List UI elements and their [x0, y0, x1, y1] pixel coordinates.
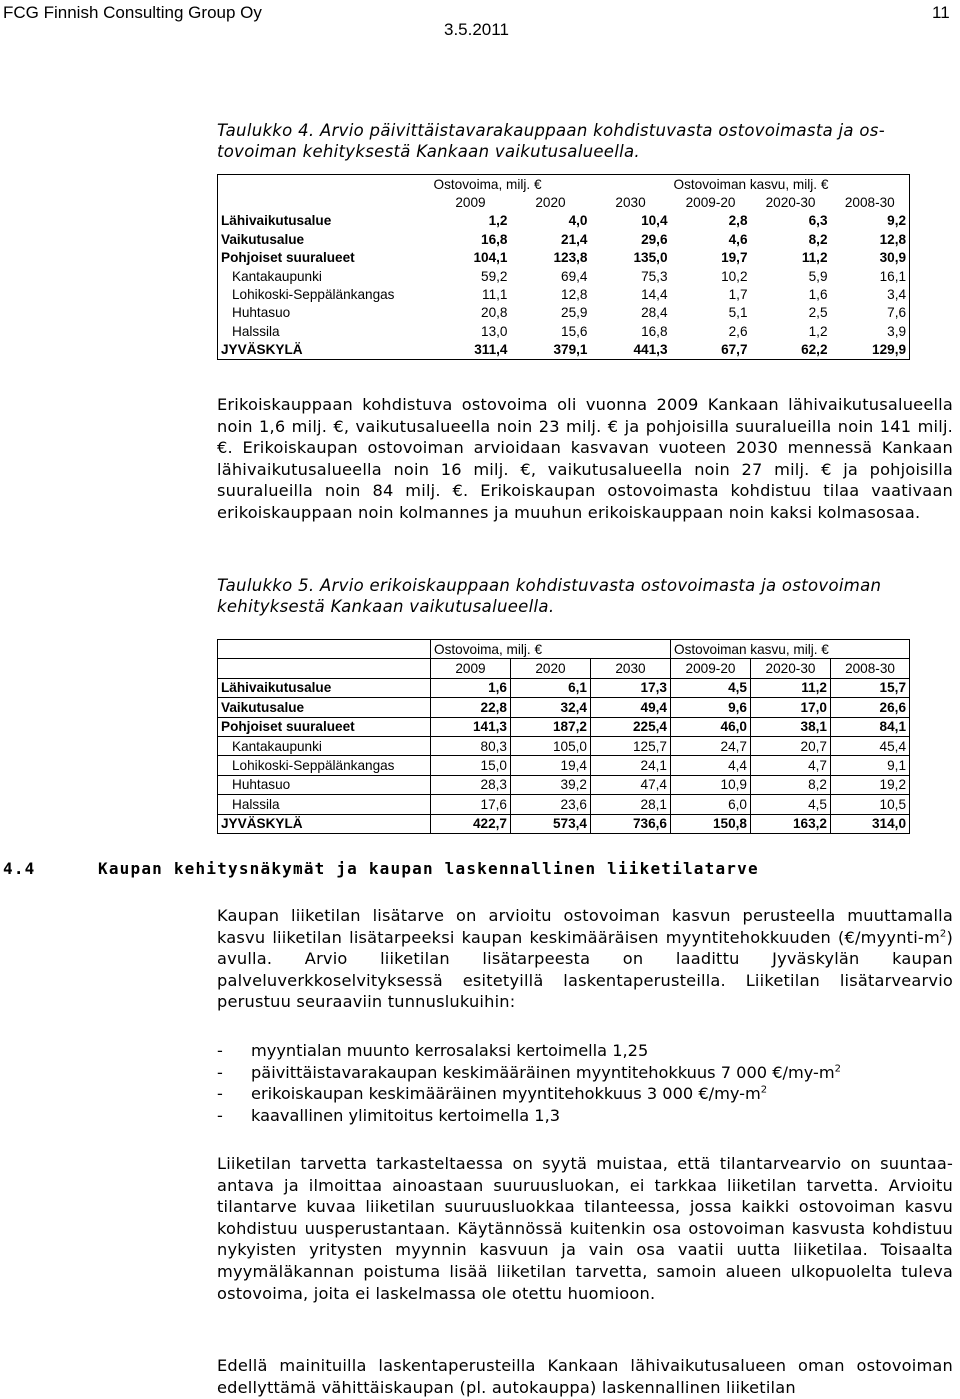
table4-col-header: 2009-20 [685, 195, 736, 211]
table-cell: 69,4 [561, 268, 588, 284]
table4-group2-label: Ostovoiman kasvu, milj. € [671, 175, 910, 194]
table-cell: 441,3 [591, 341, 671, 360]
table-cell: 7,6 [831, 304, 910, 322]
page-number: 11 [932, 3, 950, 22]
row-label: Lohikoski-Seppälänkangas [218, 285, 431, 303]
table-cell: 129,9 [831, 341, 910, 360]
bullet-dash: - [217, 1041, 223, 1060]
table-cell: 75,3 [641, 268, 668, 284]
table-cell: 9,2 [831, 212, 910, 230]
table-row [218, 736, 910, 755]
paragraph-laskentaperusteet: Edellä mainituilla laskentaperusteilla Kankaan lähivaikutusalueen oman ostovoiman edellyttämä vähittäiskaupan (pl. autokauppa) laskennallinen liiketilan [217, 1356, 953, 1397]
table-cell: 10,2 [721, 268, 748, 284]
table-cell: 105,0 [511, 736, 591, 755]
table-cell: 3,4 [831, 285, 910, 303]
table4-col-header: 2008-30 [831, 193, 910, 211]
table-cell: 17,3 [591, 678, 671, 697]
table5-col-header: 2020-30 [751, 659, 831, 678]
table-cell: 314,0 [831, 814, 910, 833]
table-cell: 47,4 [591, 775, 671, 794]
table-cell: 16,1 [831, 267, 910, 285]
row-label: Kantakaupunki [218, 736, 431, 755]
table-cell: 14,4 [641, 287, 668, 303]
row-label: Halssila [218, 322, 431, 340]
table-cell: 141,3 [431, 717, 511, 736]
table-cell: 15,6 [561, 323, 588, 339]
table-row [218, 341, 910, 360]
table-row [218, 212, 910, 230]
table4-caption: Taulukko 4. Arvio päivittäistavarakauppaan kohdistuvasta ostovoimasta ja ostovoiman kehityksestä Kankaan vaikutusalueella. [217, 121, 885, 161]
table-cell: 13,0 [481, 323, 508, 339]
bullet-dash: - [217, 1084, 223, 1104]
row-label: Lähivaikutusalue [218, 212, 431, 230]
table4-col-header: 2009 [455, 195, 486, 211]
table-cell: 1,7 [728, 287, 748, 303]
section-number: 4.4 [3, 859, 36, 878]
table-row [218, 267, 910, 285]
table-cell: 67,7 [671, 341, 751, 360]
table-cell: 11,2 [801, 250, 828, 266]
table5 [217, 639, 910, 834]
table-cell: 16,8 [641, 323, 668, 339]
table-cell: 49,4 [591, 698, 671, 717]
table-cell: 20,7 [751, 736, 831, 755]
table-cell: 1,6 [808, 287, 828, 303]
table4 [217, 174, 910, 360]
table-cell: 24,1 [591, 756, 671, 775]
table-cell: 5,9 [808, 268, 828, 284]
table-cell: 4,7 [751, 756, 831, 775]
table-cell: 17,6 [431, 795, 511, 814]
table4-group1-label: Ostovoima, milj. € [431, 175, 671, 194]
table4-group-header-row [218, 175, 910, 194]
row-label: Halssila [218, 795, 431, 814]
table-cell: 46,0 [671, 717, 751, 736]
table-cell: 12,8 [831, 230, 910, 248]
table-row [218, 775, 910, 794]
list-item-text: kaavallinen ylimitoitus kertoimella 1,3 [251, 1105, 561, 1125]
table-cell: 2,5 [808, 305, 828, 321]
table-cell: 11,2 [751, 678, 831, 697]
table5-group-header-row [218, 640, 910, 659]
table-cell: 19,2 [831, 775, 910, 794]
paragraph2-part1: Kaupan liiketilan lisätarve on arvioitu ostovoiman kasvun perusteella muuttamalla kasvu liiketilan lisätarpeeksi kaupan keskimääräisen myyntitehokkuuden (€/myynti-m [217, 906, 953, 947]
table4-col-header: 2020-30 [765, 195, 816, 211]
table-cell: 6,1 [511, 678, 591, 697]
table4-col-header: 2020 [535, 195, 566, 211]
table-cell: 16,8 [481, 231, 508, 247]
bullet-dash: - [217, 1062, 223, 1082]
paragraph-erikoiskauppa: Erikoiskauppaan kohdistuva ostovoima oli vuonna 2009 Kankaan lähivaikutusalueella noin 1,6 milj. €, vaikutusalueella noin 23 milj. € ja pohjoisilla suuralueilla noin 141 milj. €. Erikoiskaupan ostovoiman arvioidaan kasvavan vuoteen 2030 mennessä Kankaan lähivaikutusalueella noin 16 milj. €, vaikutusalueella noin 27 milj. € ja pohjoisilla suuralueilla noin 84 milj. €. Erikoiskaupan ostovoimasta kohdistuu tilaa vaativaan erikoiskauppaan noin kolmannes ja muuhun erikoiskauppaan noin kaksi kolmasosaa. [217, 395, 953, 522]
section-title: Kaupan kehitysnäkymät ja kaupan laskennallinen liiketilatarve [98, 859, 759, 878]
table-cell: 21,4 [561, 231, 588, 247]
bullet-dash: - [217, 1105, 223, 1125]
table5-col-header: 2009-20 [671, 659, 751, 678]
table-cell: 1,6 [431, 678, 511, 697]
table-cell: 6,3 [808, 213, 828, 229]
table-cell: 25,9 [561, 305, 588, 321]
table-row [218, 322, 910, 340]
table-cell: 15,0 [431, 756, 511, 775]
table-cell: 28,1 [591, 795, 671, 814]
table-cell: 19,4 [511, 756, 591, 775]
table-row [218, 717, 910, 736]
paragraph-tilantarve: Liiketilan tarvetta tarkasteltaessa on syytä muistaa, että tilantarvearvio on suuntaa-antava ja ilmoittaa ainoastaan suuruusluokan, ei tarkkaa liiketilan tarvetta. Arvioitu tilantarve kuvaa liiketilan suuruusluokkaa tilanteessa, jossa kaikki ostovoiman kasvu kohdistuu uusperustantaan. Käytännössä kuitenkin osa ostovoiman kasvusta kohdistuu nykyisten yritysten myynnin kasvuun ja vain osa vaatii uutta liiketilaa. Toisaalta myymäläkannan poistuma lisää liiketilan tarvetta, samoin alueen ulkopuolelta tuleva ostovoima, joita ei laskelmassa ole otettu huomioon. [217, 1154, 953, 1303]
table-cell: 28,4 [641, 305, 668, 321]
table-cell: 4,6 [728, 231, 748, 247]
table-cell: 17,0 [751, 698, 831, 717]
table-cell: 4,4 [671, 756, 751, 775]
row-label: Lähivaikutusalue [218, 678, 431, 697]
table-cell: 10,9 [671, 775, 751, 794]
table-row [218, 285, 910, 303]
table-cell: 163,2 [751, 814, 831, 833]
table-cell: 9,6 [671, 698, 751, 717]
row-label: Lohikoski-Seppälänkangas [218, 756, 431, 775]
row-label: Kantakaupunki [218, 267, 431, 285]
row-label: Pohjoiset suuralueet [218, 249, 431, 267]
table-cell: 4,5 [671, 678, 751, 697]
company-name: FCG Finnish Consulting Group Oy [3, 3, 262, 22]
paragraph2-part2: ) avulla. Arvio liiketilan lisätarpeesta on laadittu Jyväskylän kaupan palveluverkkoselvityksessä esitetyillä laskentaperusteilla. Liiketilan lisätarvearvio perustuu seuraaviin tunnuslukuihin: [217, 927, 953, 1012]
table-cell: 80,3 [431, 736, 511, 755]
table-cell: 11,1 [482, 287, 508, 303]
table-cell: 5,1 [728, 305, 748, 321]
table-cell: 15,7 [831, 678, 910, 697]
table-cell: 4,0 [568, 213, 588, 229]
table-cell: 30,9 [831, 249, 910, 267]
list-item-superscript: 2 [760, 1084, 768, 1096]
table-cell: 736,6 [591, 814, 671, 833]
table-cell: 23,6 [511, 795, 591, 814]
table-cell: 422,7 [431, 814, 511, 833]
table5-body [218, 678, 910, 833]
table4-body [218, 212, 910, 360]
table-cell: 125,7 [591, 736, 671, 755]
table-cell: 311,4 [431, 341, 511, 360]
table-cell: 187,2 [511, 717, 591, 736]
table5-col-header: 2008-30 [831, 659, 910, 678]
table-cell: 62,2 [751, 341, 831, 360]
table-cell: 4,5 [751, 795, 831, 814]
table4-col-header: 2030 [615, 195, 646, 211]
table-cell: 135,0 [633, 250, 668, 266]
table-cell: 9,1 [831, 756, 910, 775]
table-cell: 10,5 [831, 795, 910, 814]
table-cell: 38,1 [751, 717, 831, 736]
table-cell: 104,1 [473, 250, 508, 266]
table-row [218, 230, 910, 248]
row-label: JYVÄSKYLÄ [218, 814, 431, 833]
table-cell: 12,8 [561, 287, 588, 303]
list-item [217, 1040, 953, 1062]
table-cell: 225,4 [591, 717, 671, 736]
table-row [218, 698, 910, 717]
table-cell: 26,6 [831, 698, 910, 717]
list-item [217, 1105, 953, 1127]
table-cell: 123,8 [553, 250, 588, 266]
row-label: Huhtasuo [218, 775, 431, 794]
list-item [217, 1083, 953, 1105]
table5-col-header: 2009 [431, 659, 511, 678]
table-cell: 22,8 [431, 698, 511, 717]
table-row [218, 756, 910, 775]
table5-column-header-row [218, 659, 910, 678]
table-cell: 2,8 [728, 213, 748, 229]
list-item [217, 1062, 953, 1084]
row-label: Pohjoiset suuralueet [218, 717, 431, 736]
table-cell: 1,2 [488, 213, 508, 229]
table5-caption: Taulukko 5. Arvio erikoiskauppaan kohdistuvasta ostovoimasta ja ostovoiman kehityksestä Kankaan vaikutusalueella. [217, 576, 882, 616]
table-cell: 28,3 [431, 775, 511, 794]
table-row [218, 795, 910, 814]
table-cell: 3,9 [831, 322, 910, 340]
key-figures-list [217, 1040, 953, 1126]
table4-column-header-row [218, 193, 910, 211]
table5-col-header: 2020 [511, 659, 591, 678]
table-cell: 2,6 [728, 323, 748, 339]
table-row [218, 249, 910, 267]
table5-group1-label: Ostovoima, milj. € [431, 640, 671, 659]
paragraph2-superscript: 2 [939, 928, 947, 940]
table-cell: 19,7 [721, 250, 748, 266]
table-cell: 573,4 [511, 814, 591, 833]
table-cell: 45,4 [831, 736, 910, 755]
table-cell: 32,4 [511, 698, 591, 717]
row-label: JYVÄSKYLÄ [218, 341, 431, 360]
table-cell: 1,2 [808, 323, 828, 339]
table-row [218, 814, 910, 833]
table-cell: 29,6 [641, 231, 668, 247]
list-item-superscript: 2 [834, 1063, 842, 1075]
table-row [218, 304, 910, 322]
row-label: Vaikutusalue [218, 698, 431, 717]
table-cell: 10,4 [641, 213, 668, 229]
table-cell: 6,0 [671, 795, 751, 814]
list-item-text: myyntialan muunto kerrosalaksi kertoimella 1,25 [251, 1041, 649, 1060]
table-cell: 8,2 [751, 775, 831, 794]
table-cell: 24,7 [671, 736, 751, 755]
list-item-text: erikoiskaupan keskimääräinen myyntitehokkuus 3 000 €/my-m [251, 1084, 761, 1104]
table-cell: 84,1 [831, 717, 910, 736]
table-cell: 379,1 [511, 341, 591, 360]
row-label: Huhtasuo [218, 304, 431, 322]
list-item-text: päivittäistavarakaupan keskimääräinen myyntitehokkuus 7 000 €/my-m [251, 1062, 835, 1082]
table-cell: 150,8 [671, 814, 751, 833]
table-cell: 8,2 [808, 231, 828, 247]
table5-col-header: 2030 [591, 659, 671, 678]
row-label: Vaikutusalue [218, 230, 431, 248]
document-date: 3.5.2011 [444, 20, 509, 39]
table5-group2-label: Ostovoiman kasvu, milj. € [671, 640, 910, 659]
table-cell: 39,2 [511, 775, 591, 794]
table-cell: 20,8 [481, 305, 508, 321]
paragraph-liiketilan-lisatarve [217, 905, 953, 1013]
table-cell: 59,2 [481, 268, 508, 284]
table-row [218, 678, 910, 697]
